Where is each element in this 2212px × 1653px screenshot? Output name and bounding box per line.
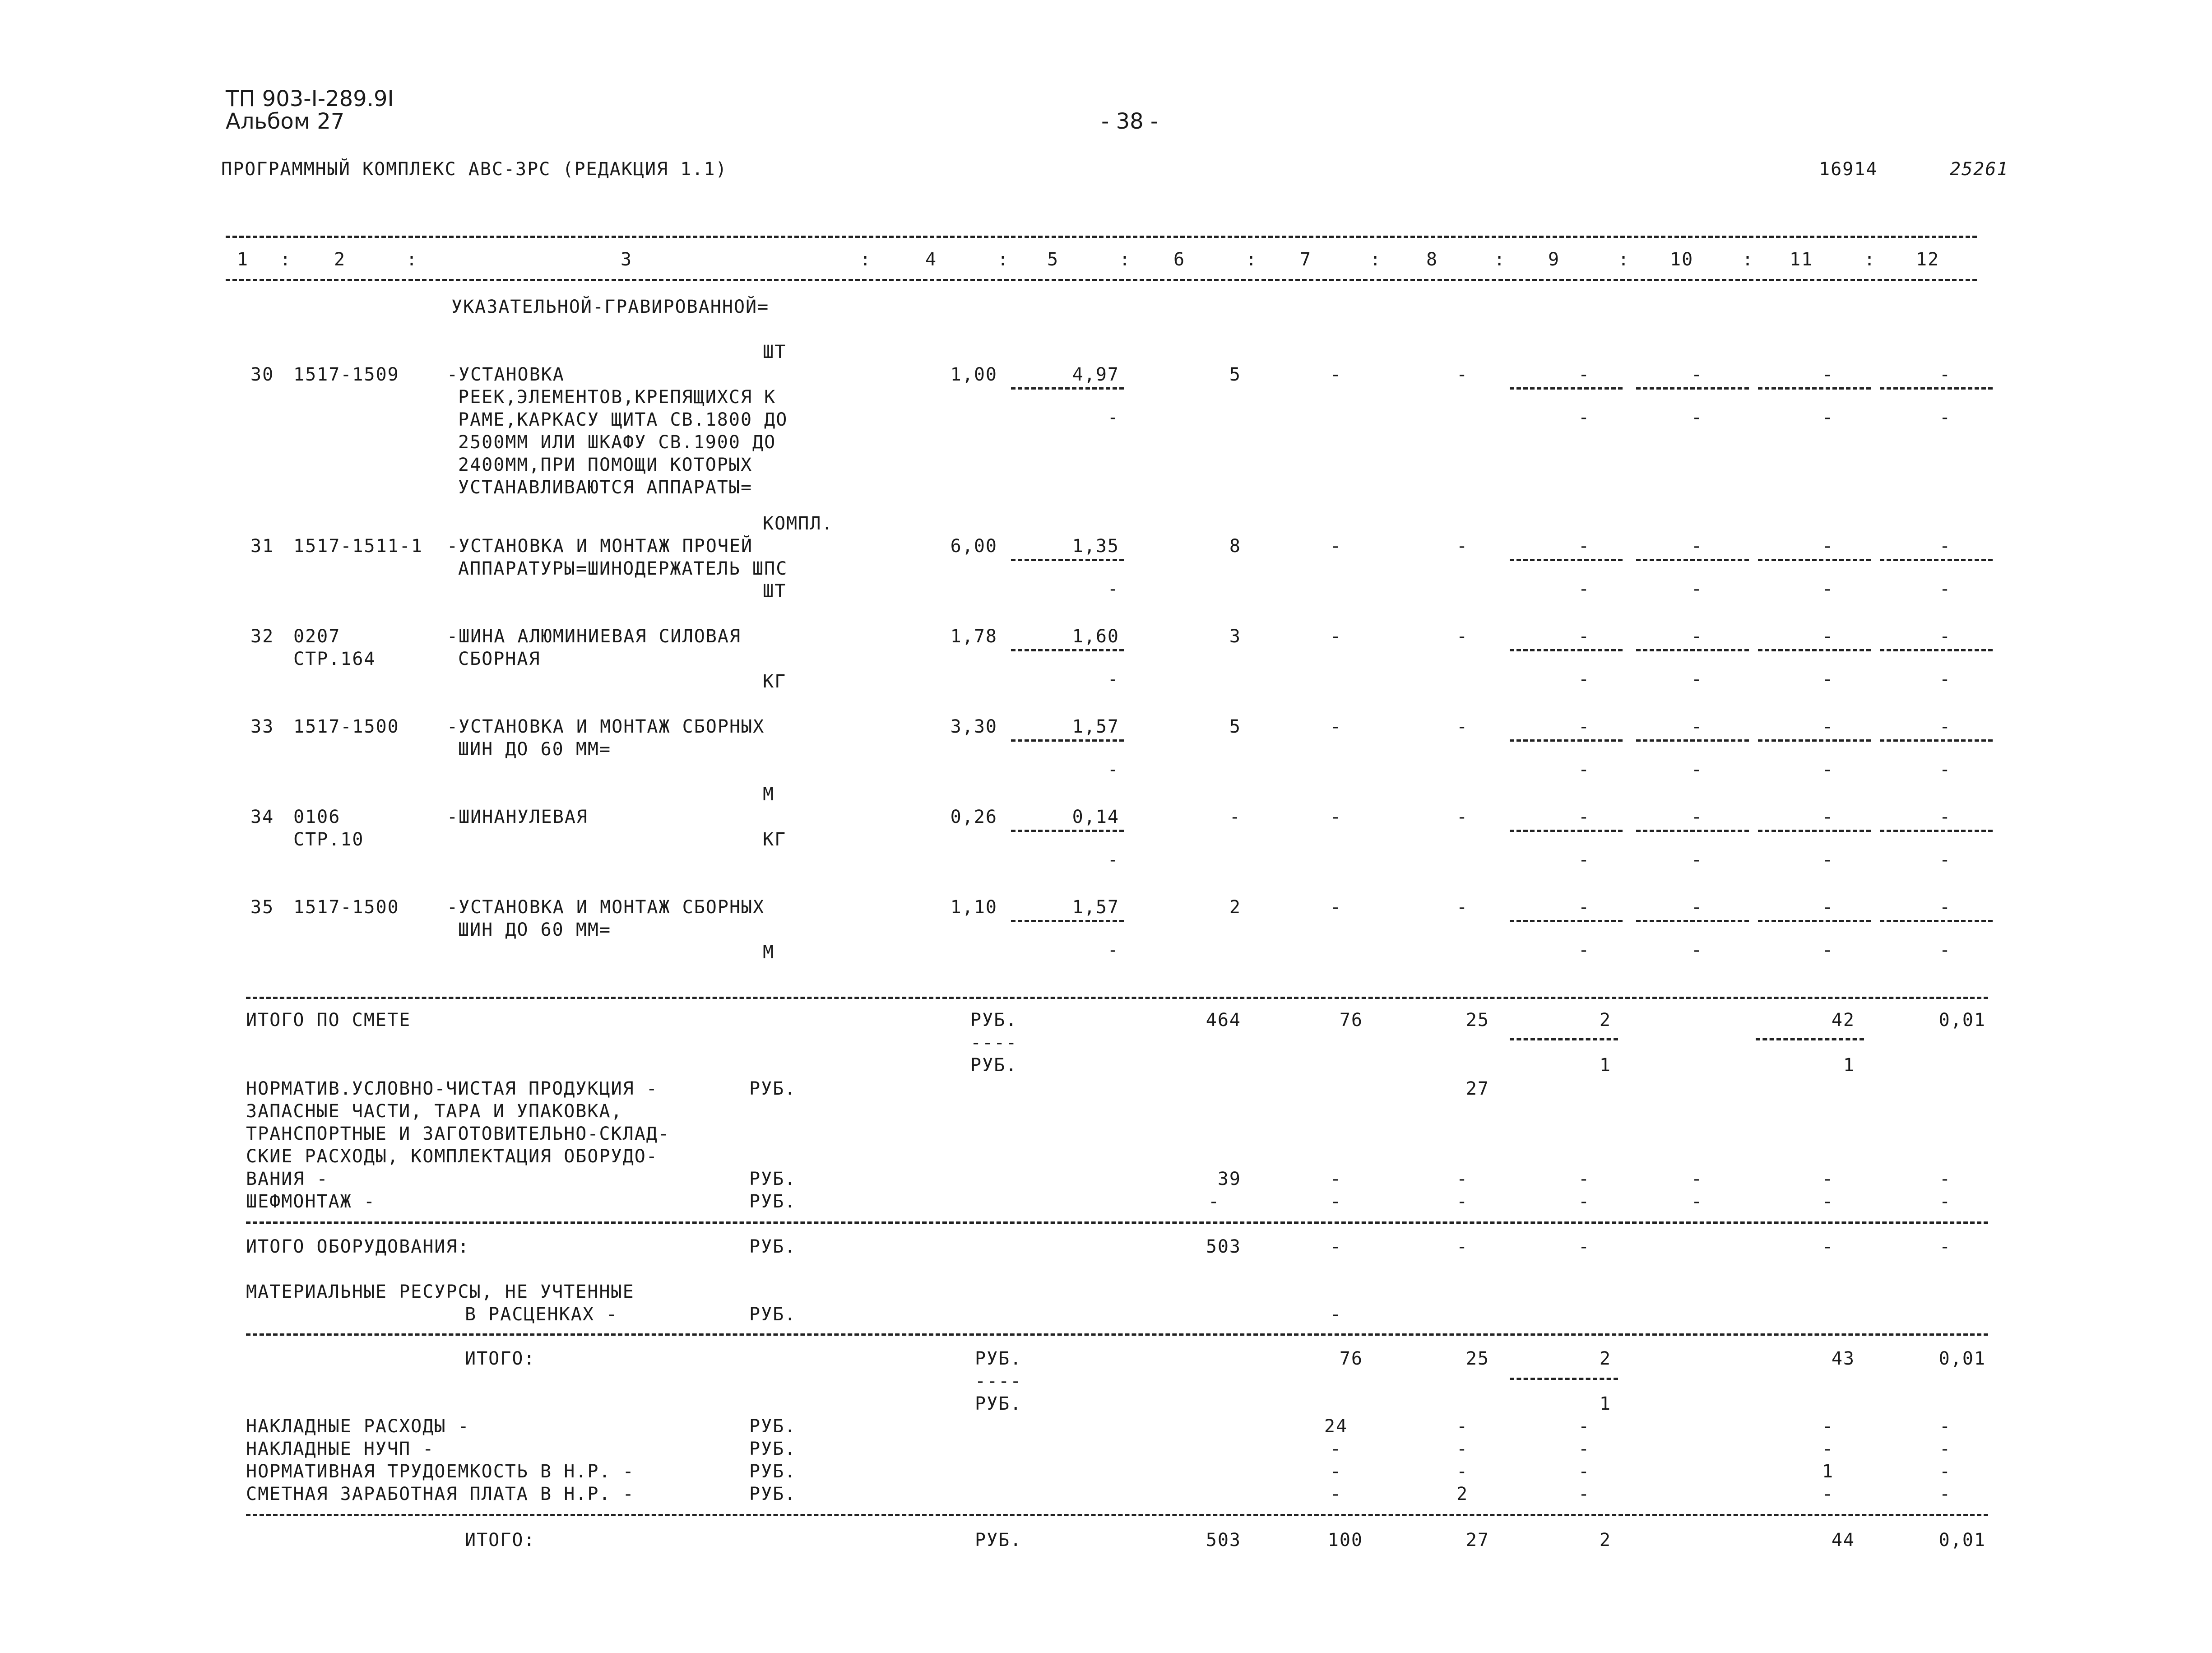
shefmontazh-c6: - — [1208, 1191, 1220, 1212]
cell-c10-rule — [1636, 920, 1749, 922]
overhead-c11: - — [1822, 1484, 1834, 1504]
spare-parts-c12: - — [1939, 1169, 1952, 1189]
total-equipment-c12: - — [1939, 1236, 1952, 1257]
col-sep: : — [406, 249, 418, 270]
total-estimate-unit: РУБ. — [970, 1010, 1018, 1031]
cell-c11: - — [1822, 626, 1834, 647]
cell-c12: - — [1939, 536, 1952, 557]
overhead-c9: - — [1578, 1484, 1591, 1504]
cell-c9: - — [1578, 626, 1591, 647]
cell-c12-lower: - — [1939, 940, 1952, 961]
cell-c12-rule — [1880, 649, 1993, 651]
row-description: -УСТАНОВКА И МОНТАЖ СБОРНЫХ — [447, 716, 765, 737]
cell-c10-rule — [1636, 559, 1749, 561]
total-estimate-c7: 76 — [1339, 1010, 1363, 1031]
rule-header-bottom — [226, 279, 1977, 281]
cell-c11: - — [1822, 897, 1834, 918]
cell-c6: 2 — [1229, 897, 1241, 918]
subtotal-c9: 2 — [1599, 1348, 1611, 1369]
row-code: 1517-1500 — [293, 716, 399, 737]
total-equipment-label: ИТОГО ОБОРУДОВАНИЯ: — [246, 1236, 470, 1257]
cell-c6: - — [1229, 807, 1241, 827]
unit-label: КГ — [763, 829, 787, 850]
overhead-c7: - — [1330, 1461, 1342, 1482]
cell-c6: 5 — [1229, 364, 1241, 385]
cell-c4: 0,26 — [950, 807, 997, 827]
cell-c10-lower: - — [1691, 850, 1703, 870]
col-sep: : — [1370, 249, 1382, 270]
total-estimate-c6: 464 — [1206, 1010, 1241, 1031]
rule-top — [226, 236, 1977, 238]
shefmontazh-c11: - — [1822, 1191, 1834, 1212]
total-estimate-c9b: 1 — [1599, 1055, 1611, 1076]
cell-c8: - — [1456, 626, 1469, 647]
materials-line-1: МАТЕРИАЛЬНЫЕ РЕСУРСЫ, НЕ УЧТЕННЫЕ — [246, 1282, 635, 1302]
cell-c9-rule — [1510, 739, 1623, 742]
cell-c5-rule — [1011, 920, 1124, 922]
cell-c11-lower: - — [1822, 579, 1834, 599]
cell-c4: 1,78 — [950, 626, 997, 647]
unit-label: КОМПЛ. — [763, 513, 834, 534]
cell-c8: - — [1456, 807, 1469, 827]
cell-c5: 0,14 — [1072, 807, 1119, 827]
unit-label: КГ — [763, 671, 787, 692]
cell-c10: - — [1691, 536, 1703, 557]
grand-total-c8: 27 — [1465, 1530, 1489, 1551]
total-estimate-unit-dash: ---- — [970, 1032, 1018, 1053]
cell-c6: 5 — [1229, 716, 1241, 737]
grand-total-c9: 2 — [1599, 1530, 1611, 1551]
col-sep: : — [997, 249, 1010, 270]
cell-c5-lower: - — [1107, 669, 1119, 690]
cell-c10-lower: - — [1691, 759, 1703, 780]
doc-code: ТП 903-I-289.9I — [226, 86, 394, 111]
cell-c11-rule — [1758, 830, 1871, 832]
overhead-c7: 24 — [1324, 1416, 1348, 1437]
spare-parts-unit: РУБ. — [749, 1169, 797, 1189]
cell-c10-lower: - — [1691, 669, 1703, 690]
row-description: РАМЕ,КАРКАСУ ЩИТА СВ.1800 ДО — [458, 409, 788, 430]
cell-c12-lower: - — [1939, 407, 1952, 428]
cell-c9-rule — [1510, 920, 1623, 922]
total-equipment-unit: РУБ. — [749, 1236, 797, 1257]
row-description: -ШИНАНУЛЕВАЯ — [447, 807, 588, 827]
cell-c5-rule — [1011, 649, 1124, 651]
total-equipment-c8: - — [1456, 1236, 1469, 1257]
cell-c5-lower: - — [1107, 940, 1119, 961]
spare-parts-c9: - — [1578, 1169, 1591, 1189]
row-code: 1517-1511-1 — [293, 536, 423, 557]
cell-c11-lower: - — [1822, 940, 1834, 961]
unit-label: ШТ — [763, 581, 787, 602]
grand-total-label: ИТОГО: — [465, 1530, 536, 1551]
cell-c10-rule — [1636, 649, 1749, 651]
cell-c10-lower: - — [1691, 940, 1703, 961]
total-estimate-label: ИТОГО ПО СМЕТЕ — [246, 1010, 411, 1031]
materials-unit: РУБ. — [749, 1304, 797, 1325]
row-code: 0207 — [293, 626, 341, 647]
cell-c12-rule — [1880, 920, 1993, 922]
unit-label: М — [763, 784, 775, 805]
overhead-c8: - — [1456, 1416, 1469, 1437]
continuation-text: УКАЗАТЕЛЬНОЙ-ГРАВИРОВАННОЙ= — [451, 297, 770, 317]
col-header-11: 11 — [1790, 249, 1813, 270]
shefmontazh-c12: - — [1939, 1191, 1952, 1212]
cell-c11: - — [1822, 807, 1834, 827]
col-sep: : — [1494, 249, 1506, 270]
col-sep: : — [1246, 249, 1258, 270]
col-header-10: 10 — [1670, 249, 1694, 270]
cell-c10: - — [1691, 626, 1703, 647]
grand-total-unit: РУБ. — [975, 1530, 1022, 1551]
subtotal-c11: 43 — [1831, 1348, 1855, 1369]
row-description: ШИН ДО 60 ММ= — [458, 919, 612, 940]
cell-c9-lower: - — [1578, 759, 1591, 780]
cell-c12: - — [1939, 626, 1952, 647]
cell-c4: 6,00 — [950, 536, 997, 557]
cell-c11-lower: - — [1822, 759, 1834, 780]
col-header-6: 6 — [1173, 249, 1186, 270]
subtotal-unit: РУБ. — [975, 1348, 1022, 1369]
row-description: 2500ММ ИЛИ ШКАФУ СВ.1900 ДО — [458, 432, 776, 453]
cell-c5-rule — [1011, 830, 1124, 832]
overhead-c8: - — [1456, 1439, 1469, 1459]
total-estimate-c9-rule — [1510, 1038, 1618, 1040]
spare-parts-c7: - — [1330, 1169, 1342, 1189]
cell-c12-lower: - — [1939, 669, 1952, 690]
grand-total-c11: 44 — [1831, 1530, 1855, 1551]
doc-ref-2: 25261 — [1950, 159, 2009, 180]
shefmontazh-label: ШЕФМОНТАЖ - — [246, 1191, 376, 1212]
cell-c5-lower: - — [1107, 579, 1119, 599]
cell-c5: 1,35 — [1072, 536, 1119, 557]
col-header-8: 8 — [1426, 249, 1438, 270]
subtotal-c9-rule — [1510, 1378, 1618, 1380]
col-sep: : — [1119, 249, 1132, 270]
row-number: 34 — [250, 807, 274, 827]
cell-c9-rule — [1510, 649, 1623, 651]
cell-c9-lower: - — [1578, 940, 1591, 961]
cell-c7: - — [1330, 626, 1342, 647]
cell-c5: 4,97 — [1072, 364, 1119, 385]
rule-equipment — [246, 1221, 1988, 1224]
page-number: - 38 - — [1101, 109, 1159, 134]
overhead-label: СМЕТНАЯ ЗАРАБОТНАЯ ПЛАТА В Н.Р. - — [246, 1484, 635, 1504]
rule-summary-top — [246, 997, 1988, 999]
row-code: 1517-1500 — [293, 897, 399, 918]
rule-grand-total — [246, 1514, 1988, 1516]
cell-c8: - — [1456, 716, 1469, 737]
total-estimate-c12: 0,01 — [1938, 1010, 1986, 1031]
row-number: 35 — [250, 897, 274, 918]
cell-c8: - — [1456, 897, 1469, 918]
cell-c5-rule — [1011, 739, 1124, 742]
subtotal-unit-2: РУБ. — [975, 1393, 1022, 1414]
cell-c10: - — [1691, 716, 1703, 737]
row-description: -УСТАНОВКА И МОНТАЖ СБОРНЫХ — [447, 897, 765, 918]
overhead-c12: - — [1939, 1439, 1952, 1459]
cell-c10-lower: - — [1691, 407, 1703, 428]
cell-c12-rule — [1880, 830, 1993, 832]
normative-unit: РУБ. — [749, 1078, 797, 1099]
col-sep: : — [1742, 249, 1754, 270]
subtotal-c8: 25 — [1465, 1348, 1489, 1369]
col-header-3: 3 — [621, 249, 633, 270]
overhead-c11: - — [1822, 1439, 1834, 1459]
cell-c5-rule — [1011, 387, 1124, 390]
cell-c11-rule — [1758, 739, 1871, 742]
cell-c12: - — [1939, 897, 1952, 918]
col-header-2: 2 — [334, 249, 346, 270]
cell-c12-lower: - — [1939, 579, 1952, 599]
col-header-9: 9 — [1548, 249, 1560, 270]
col-header-1: 1 — [237, 249, 249, 270]
row-description: -УСТАНОВКА — [447, 364, 565, 385]
cell-c12-lower: - — [1939, 759, 1952, 780]
cell-c11-lower: - — [1822, 407, 1834, 428]
overhead-unit: РУБ. — [749, 1461, 797, 1482]
subtotal-c12: 0,01 — [1938, 1348, 1986, 1369]
overhead-c8: 2 — [1456, 1484, 1469, 1504]
doc-album: Альбом 27 — [226, 109, 345, 134]
overhead-unit: РУБ. — [749, 1484, 797, 1504]
total-equipment-c11: - — [1822, 1236, 1834, 1257]
cell-c11-lower: - — [1822, 669, 1834, 690]
cell-c12: - — [1939, 364, 1952, 385]
row-code: 0106 — [293, 807, 341, 827]
row-description: СБОРНАЯ — [458, 649, 541, 669]
cell-c9-lower: - — [1578, 579, 1591, 599]
spare-parts-c6: 39 — [1217, 1169, 1241, 1189]
total-estimate-c8: 25 — [1465, 1010, 1489, 1031]
normative-label: НОРМАТИВ.УСЛОВНО-ЧИСТАЯ ПРОДУКЦИЯ - — [246, 1078, 658, 1099]
subtotal-unit-dash: ---- — [975, 1371, 1022, 1392]
cell-c10: - — [1691, 807, 1703, 827]
overhead-label: НАКЛАДНЫЕ НУЧП - — [246, 1439, 435, 1459]
program-title: ПРОГРАММНЫЙ КОМПЛЕКС АВС-3РС (РЕДАКЦИЯ 1.1) — [221, 159, 728, 180]
cell-c12: - — [1939, 807, 1952, 827]
materials-line-2: В РАСЦЕНКАХ - — [465, 1304, 618, 1325]
row-code-2: СТР.10 — [293, 829, 364, 850]
cell-c9-lower: - — [1578, 850, 1591, 870]
cell-c4: 1,00 — [950, 364, 997, 385]
overhead-c7: - — [1330, 1484, 1342, 1504]
cell-c10: - — [1691, 897, 1703, 918]
overhead-c9: - — [1578, 1416, 1591, 1437]
total-estimate-unit-2: РУБ. — [970, 1055, 1018, 1076]
subtotal-c7: 76 — [1339, 1348, 1363, 1369]
shefmontazh-unit: РУБ. — [749, 1191, 797, 1212]
row-code: 1517-1509 — [293, 364, 399, 385]
rule-subtotal — [246, 1333, 1988, 1336]
overhead-label: НАКЛАДНЫЕ РАСХОДЫ - — [246, 1416, 470, 1437]
overhead-c12: - — [1939, 1461, 1952, 1482]
cell-c9-rule — [1510, 559, 1623, 561]
spare-parts-line-4: ВАНИЯ - — [246, 1169, 329, 1189]
total-equipment-c7: - — [1330, 1236, 1342, 1257]
shefmontazh-c10: - — [1691, 1191, 1703, 1212]
cell-c9: - — [1578, 897, 1591, 918]
row-description: 2400ММ,ПРИ ПОМОЩИ КОТОРЫХ — [458, 455, 753, 475]
cell-c5-lower: - — [1107, 850, 1119, 870]
total-estimate-c11b: 1 — [1843, 1055, 1855, 1076]
col-header-7: 7 — [1300, 249, 1312, 270]
col-header-5: 5 — [1047, 249, 1059, 270]
cell-c9: - — [1578, 807, 1591, 827]
unit-label: ШТ — [763, 342, 787, 362]
cell-c9-rule — [1510, 387, 1623, 390]
row-description: АППАРАТУРЫ=ШИНОДЕРЖАТЕЛЬ ШПС — [458, 558, 788, 579]
cell-c7: - — [1330, 716, 1342, 737]
cell-c5: 1,57 — [1072, 897, 1119, 918]
cell-c7: - — [1330, 897, 1342, 918]
overhead-label: НОРМАТИВНАЯ ТРУДОЕМКОСТЬ В Н.Р. - — [246, 1461, 635, 1482]
cell-c5: 1,57 — [1072, 716, 1119, 737]
cell-c11: - — [1822, 716, 1834, 737]
cell-c11-rule — [1758, 559, 1871, 561]
col-sep: : — [1618, 249, 1630, 270]
cell-c10: - — [1691, 364, 1703, 385]
cell-c11: - — [1822, 364, 1834, 385]
cell-c7: - — [1330, 536, 1342, 557]
cell-c10-rule — [1636, 739, 1749, 742]
row-description: -ШИНА АЛЮМИНИЕВАЯ СИЛОВАЯ — [447, 626, 742, 647]
cell-c4: 3,30 — [950, 716, 997, 737]
total-estimate-c11-rule — [1756, 1038, 1864, 1040]
row-description: УСТАНАВЛИВАЮТСЯ АППАРАТЫ= — [458, 477, 753, 498]
cell-c9-lower: - — [1578, 669, 1591, 690]
grand-total-c6: 503 — [1206, 1530, 1241, 1551]
row-description: РЕЕК,ЭЛЕМЕНТОВ,КРЕПЯЩИХСЯ К — [458, 387, 776, 408]
overhead-c8: - — [1456, 1461, 1469, 1482]
cell-c9-lower: - — [1578, 407, 1591, 428]
row-code-2: СТР.164 — [293, 649, 376, 669]
cell-c8: - — [1456, 536, 1469, 557]
materials-c7: - — [1330, 1304, 1342, 1325]
cell-c4: 1,10 — [950, 897, 997, 918]
total-equipment-c6: 503 — [1206, 1236, 1241, 1257]
row-description: -УСТАНОВКА И МОНТАЖ ПРОЧЕЙ — [447, 536, 753, 557]
cell-c5-lower: - — [1107, 759, 1119, 780]
cell-c5-lower: - — [1107, 407, 1119, 428]
cell-c12-lower: - — [1939, 850, 1952, 870]
overhead-unit: РУБ. — [749, 1416, 797, 1437]
overhead-c11: - — [1822, 1416, 1834, 1437]
cell-c10-rule — [1636, 830, 1749, 832]
shefmontazh-c8: - — [1456, 1191, 1469, 1212]
row-number: 31 — [250, 536, 274, 557]
cell-c6: 8 — [1229, 536, 1241, 557]
spare-parts-c11: - — [1822, 1169, 1834, 1189]
doc-ref-1: 16914 — [1819, 159, 1878, 180]
cell-c7: - — [1330, 364, 1342, 385]
cell-c9: - — [1578, 364, 1591, 385]
col-sep: : — [280, 249, 292, 270]
cell-c10-lower: - — [1691, 579, 1703, 599]
cell-c12: - — [1939, 716, 1952, 737]
normative-c8: 27 — [1465, 1078, 1489, 1099]
cell-c6: 3 — [1229, 626, 1241, 647]
spare-parts-line-1: ЗАПАСНЫЕ ЧАСТИ, ТАРА И УПАКОВКА, — [246, 1101, 623, 1122]
shefmontazh-c9: - — [1578, 1191, 1591, 1212]
cell-c5-rule — [1011, 559, 1124, 561]
cell-c10-rule — [1636, 387, 1749, 390]
total-estimate-c11: 42 — [1831, 1010, 1855, 1031]
overhead-c11: 1 — [1822, 1461, 1834, 1482]
cell-c11-lower: - — [1822, 850, 1834, 870]
overhead-c12: - — [1939, 1416, 1952, 1437]
overhead-c12: - — [1939, 1484, 1952, 1504]
row-number: 32 — [250, 626, 274, 647]
col-header-12: 12 — [1916, 249, 1940, 270]
total-equipment-c9: - — [1578, 1236, 1591, 1257]
col-sep: : — [1864, 249, 1876, 270]
subtotal-c9b: 1 — [1599, 1393, 1611, 1414]
overhead-c9: - — [1578, 1439, 1591, 1459]
cell-c9: - — [1578, 536, 1591, 557]
cell-c11: - — [1822, 536, 1834, 557]
cell-c5: 1,60 — [1072, 626, 1119, 647]
row-number: 30 — [250, 364, 274, 385]
spare-parts-c8: - — [1456, 1169, 1469, 1189]
row-description: ШИН ДО 60 ММ= — [458, 739, 612, 760]
col-header-4: 4 — [925, 249, 937, 270]
cell-c11-rule — [1758, 649, 1871, 651]
overhead-c9: - — [1578, 1461, 1591, 1482]
cell-c9-rule — [1510, 830, 1623, 832]
cell-c11-rule — [1758, 387, 1871, 390]
grand-total-c7: 100 — [1327, 1530, 1363, 1551]
total-estimate-c9: 2 — [1599, 1010, 1611, 1031]
spare-parts-line-3: СКИЕ РАСХОДЫ, КОМПЛЕКТАЦИЯ ОБОРУДО- — [246, 1146, 658, 1167]
cell-c12-rule — [1880, 739, 1993, 742]
cell-c7: - — [1330, 807, 1342, 827]
cell-c11-rule — [1758, 920, 1871, 922]
overhead-unit: РУБ. — [749, 1439, 797, 1459]
subtotal-label: ИТОГО: — [465, 1348, 536, 1369]
shefmontazh-c7: - — [1330, 1191, 1342, 1212]
spare-parts-c10: - — [1691, 1169, 1703, 1189]
grand-total-c12: 0,01 — [1938, 1530, 1986, 1551]
cell-c8: - — [1456, 364, 1469, 385]
cell-c12-rule — [1880, 387, 1993, 390]
cell-c9: - — [1578, 716, 1591, 737]
col-sep: : — [860, 249, 872, 270]
overhead-c7: - — [1330, 1439, 1342, 1459]
cell-c12-rule — [1880, 559, 1993, 561]
row-number: 33 — [250, 716, 274, 737]
unit-label: М — [763, 942, 775, 963]
spare-parts-line-2: ТРАНСПОРТНЫЕ И ЗАГОТОВИТЕЛЬНО-СКЛАД- — [246, 1124, 670, 1144]
